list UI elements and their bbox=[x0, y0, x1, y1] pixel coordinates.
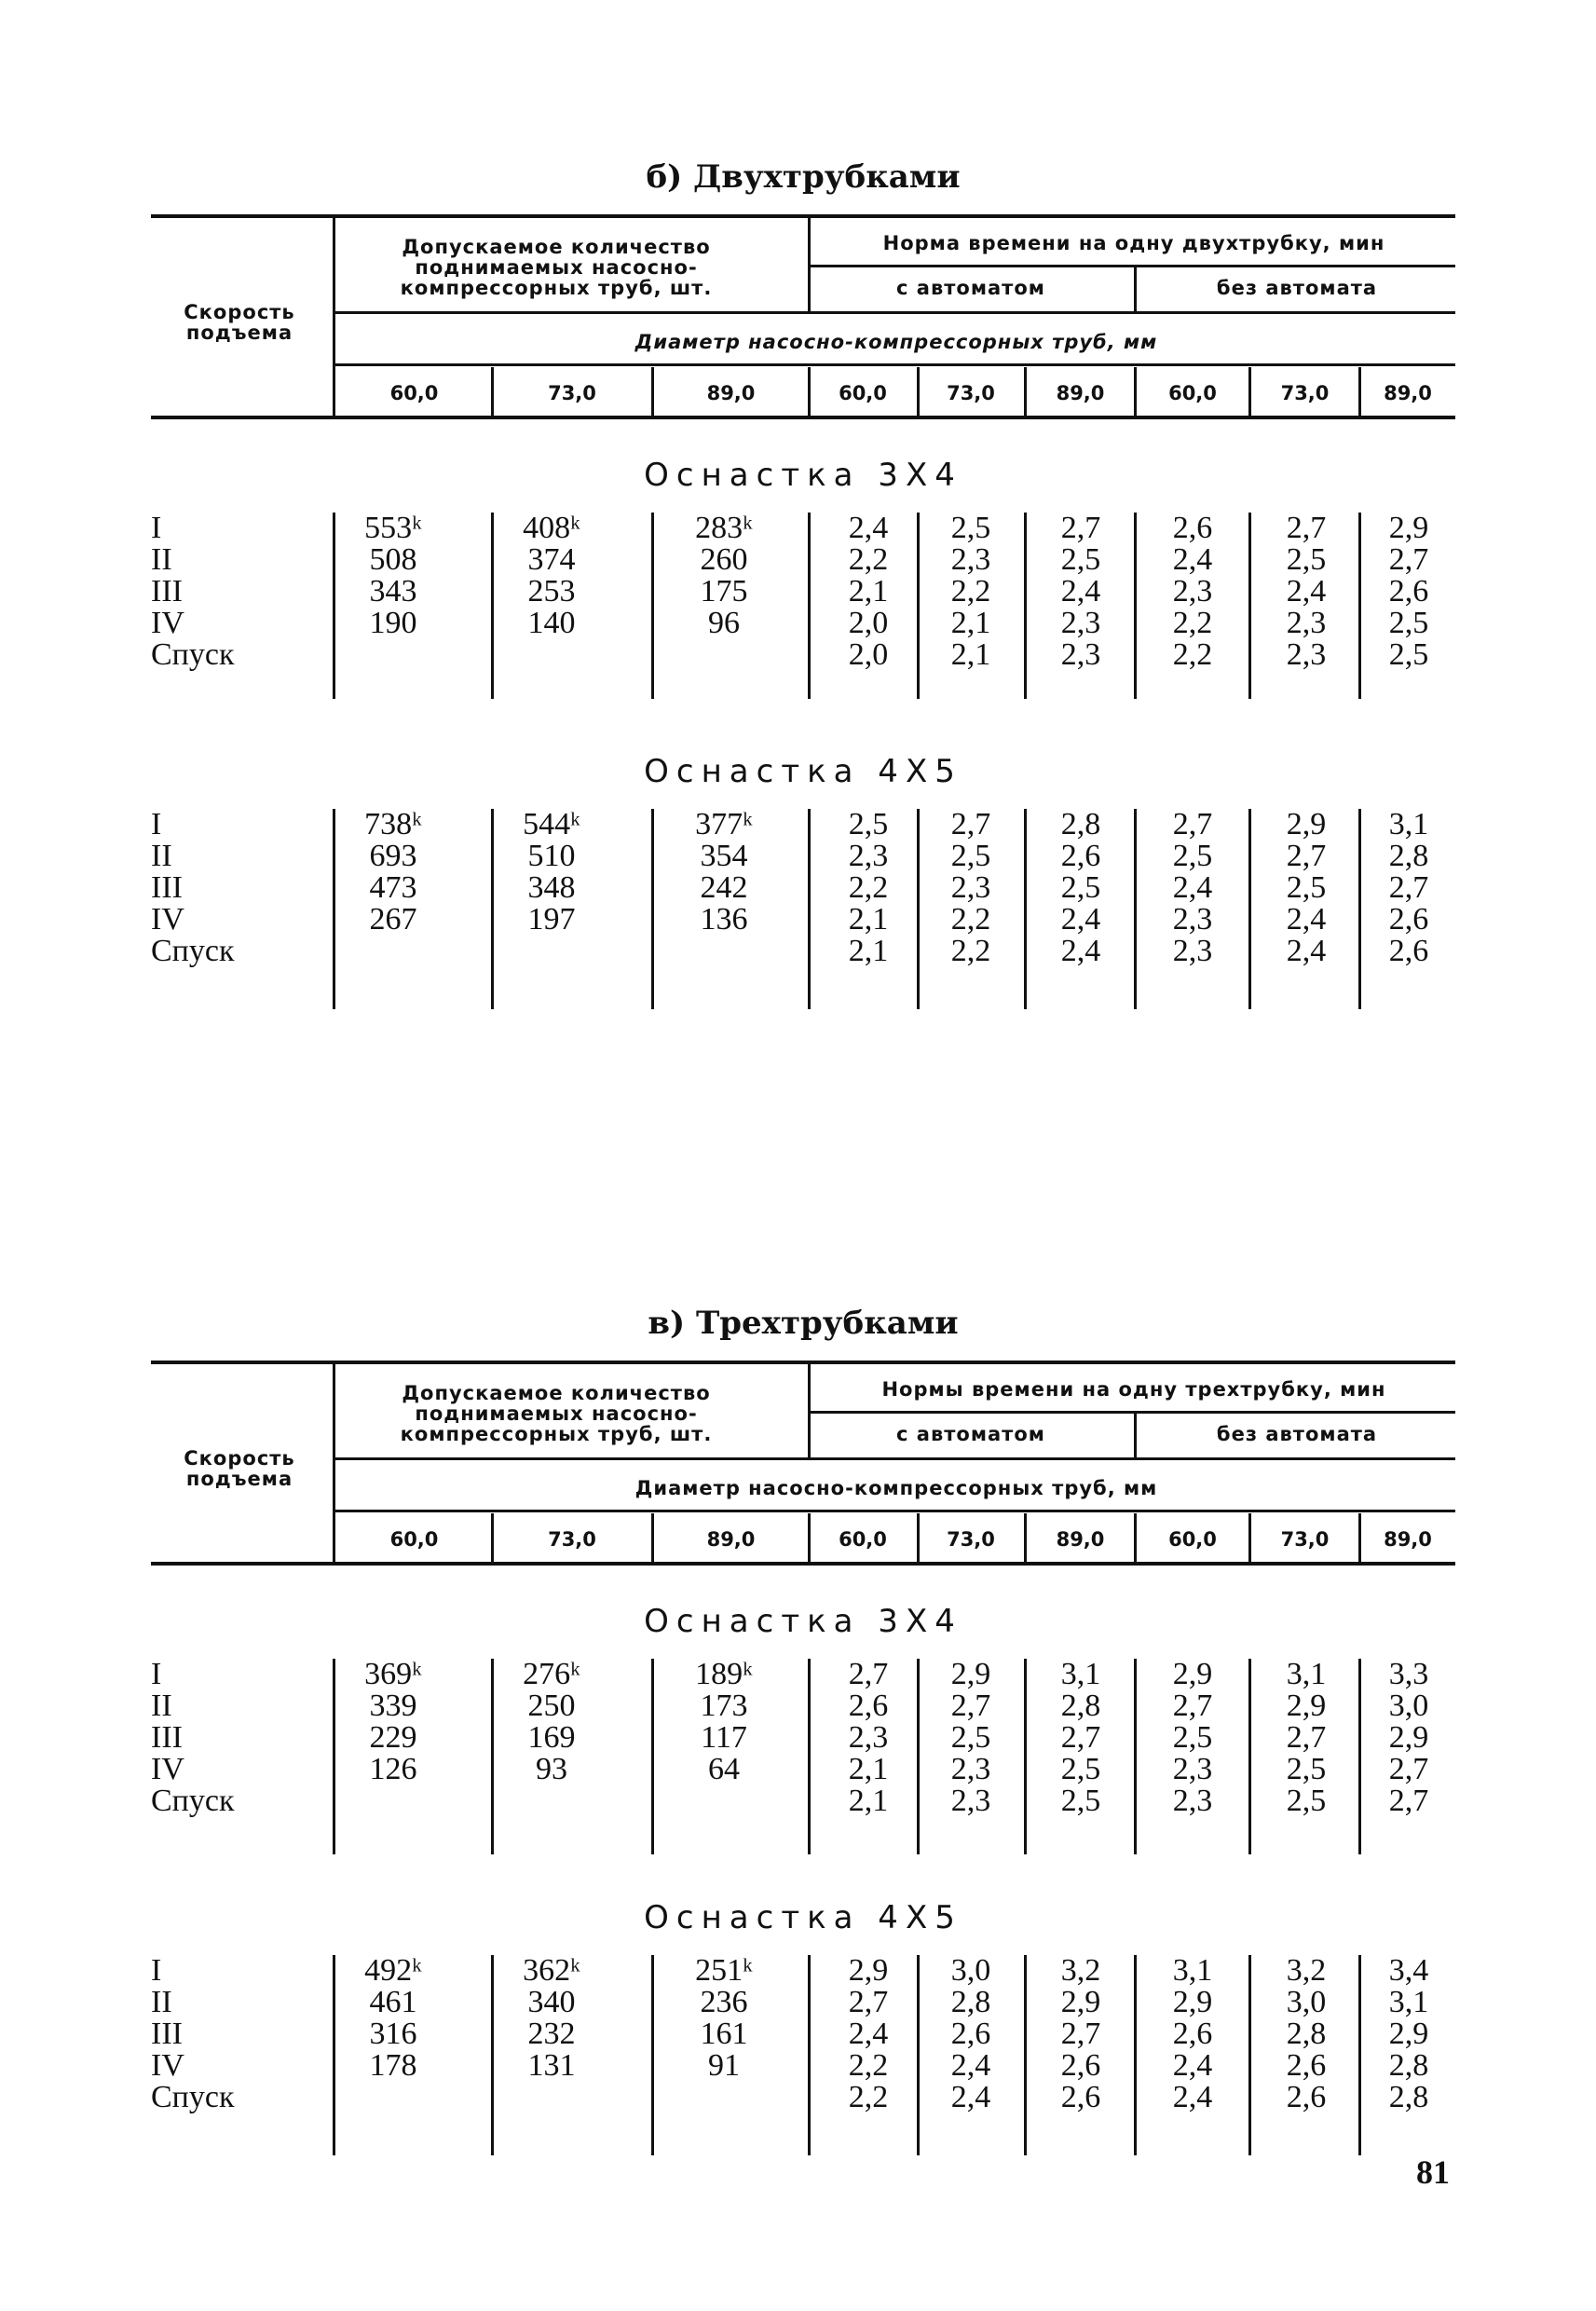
row-label: III bbox=[151, 574, 183, 609]
cell: 2,5 bbox=[1388, 637, 1429, 672]
row-label: II bbox=[151, 1689, 172, 1723]
norm-header: Норма времени на одну двухтрубку, мин bbox=[882, 232, 1385, 254]
cell: 738ᵏ bbox=[364, 807, 422, 841]
section-title: б) Двухтрубками bbox=[646, 158, 961, 196]
row-label: II bbox=[151, 1985, 172, 2019]
cell: 93 bbox=[536, 1752, 567, 1786]
cell: 3,0 bbox=[1286, 1985, 1327, 2019]
diam-1: 73,0 bbox=[548, 1528, 596, 1551]
diam-6: 60,0 bbox=[1168, 1528, 1217, 1551]
cell: 140 bbox=[527, 606, 576, 640]
cell: 2,2 bbox=[1172, 637, 1213, 672]
diam-2: 89,0 bbox=[706, 382, 756, 404]
cell: 2,1 bbox=[848, 1784, 889, 1818]
cell: 253 bbox=[527, 574, 576, 609]
cell: 236 bbox=[700, 1985, 748, 2019]
diam-5: 89,0 bbox=[1056, 382, 1105, 404]
cell: 2,7 bbox=[1388, 870, 1429, 905]
cell: 2,5 bbox=[1172, 1720, 1213, 1755]
cell: 2,6 bbox=[1172, 511, 1213, 545]
diameter-header: Диаметр насосно-компрессорных труб, мм bbox=[634, 1477, 1158, 1499]
cell: 2,9 bbox=[1388, 2017, 1429, 2051]
cell: 2,7 bbox=[1388, 1752, 1429, 1786]
cell: 2,3 bbox=[950, 542, 991, 577]
diam-3: 60,0 bbox=[839, 1528, 887, 1551]
cell: 3,1 bbox=[1388, 807, 1429, 841]
cell: 2,6 bbox=[1286, 2048, 1327, 2083]
cell: 2,3 bbox=[848, 1720, 889, 1755]
cell: 2,3 bbox=[1172, 1784, 1213, 1818]
cell: 2,5 bbox=[1286, 870, 1327, 905]
cell: 2,3 bbox=[1060, 637, 1101, 672]
cell: 242 bbox=[700, 870, 748, 905]
section-title: в) Трехтрубками bbox=[648, 1305, 959, 1342]
cell: 2,4 bbox=[1060, 902, 1101, 937]
row-label: II bbox=[151, 542, 172, 577]
block-title: Оснастка 4Х5 bbox=[644, 1899, 962, 1936]
cell: 461 bbox=[369, 1985, 417, 2019]
cell: 2,4 bbox=[1286, 902, 1327, 937]
cell: 2,5 bbox=[1060, 870, 1101, 905]
cell: 2,2 bbox=[950, 934, 991, 968]
cell: 2,4 bbox=[1172, 2080, 1213, 2114]
cell: 2,7 bbox=[950, 1689, 991, 1723]
cell: 2,8 bbox=[1388, 2048, 1429, 2083]
cell: 2,4 bbox=[1172, 2048, 1213, 2083]
cell: 2,6 bbox=[1060, 2048, 1101, 2083]
cell: 2,3 bbox=[950, 870, 991, 905]
cell: 2,0 bbox=[848, 606, 889, 640]
cell: 260 bbox=[700, 542, 748, 577]
cell: 2,5 bbox=[950, 839, 991, 873]
data-block bbox=[151, 1955, 1455, 2155]
row-label: I bbox=[151, 807, 162, 841]
cell: 178 bbox=[369, 2048, 417, 2083]
cell: 2,9 bbox=[1172, 1657, 1213, 1691]
cell: 2,7 bbox=[1388, 542, 1429, 577]
row-label: Спуск bbox=[151, 2080, 235, 2114]
cell: 2,6 bbox=[1388, 902, 1429, 937]
cell: 2,7 bbox=[1060, 511, 1101, 545]
cell: 2,2 bbox=[848, 2080, 889, 2114]
cell: 2,1 bbox=[848, 934, 889, 968]
row-label: I bbox=[151, 1953, 162, 1988]
cell: 2,4 bbox=[950, 2080, 991, 2114]
diam-8: 89,0 bbox=[1384, 1528, 1432, 1551]
without-auto-header: без автомата bbox=[1216, 1423, 1378, 1445]
cell: 2,5 bbox=[1286, 1784, 1327, 1818]
diam-0: 60,0 bbox=[389, 382, 439, 404]
row-label: I bbox=[151, 1657, 162, 1691]
cell: 2,9 bbox=[1388, 1720, 1429, 1755]
cell: 2,7 bbox=[1286, 839, 1327, 873]
cell: 2,5 bbox=[1388, 606, 1429, 640]
cell: 2,3 bbox=[950, 1784, 991, 1818]
diam-7: 73,0 bbox=[1280, 1528, 1330, 1551]
cell: 2,2 bbox=[950, 574, 991, 609]
row-label: II bbox=[151, 839, 172, 873]
cell: 2,9 bbox=[1388, 511, 1429, 545]
cell: 2,4 bbox=[950, 2048, 991, 2083]
block-title: Оснастка 3Х4 bbox=[644, 457, 962, 494]
cell: 2,7 bbox=[848, 1657, 889, 1691]
cell: 175 bbox=[700, 574, 748, 609]
data-block bbox=[151, 809, 1455, 1009]
cell: 2,6 bbox=[1060, 2080, 1101, 2114]
count-header-3: компрессорных труб, шт. bbox=[400, 1423, 713, 1445]
data-block bbox=[151, 1659, 1455, 1854]
cell: 3,2 bbox=[1060, 1953, 1101, 1988]
cell: 2,5 bbox=[1060, 1784, 1101, 1818]
cell: 2,9 bbox=[950, 1657, 991, 1691]
cell: 3,1 bbox=[1172, 1953, 1213, 1988]
cell: 492ᵏ bbox=[364, 1953, 422, 1988]
row-label: Спуск bbox=[151, 934, 235, 968]
diam-3: 60,0 bbox=[839, 382, 887, 404]
cell: 2,9 bbox=[1060, 1985, 1101, 2019]
cell: 2,4 bbox=[1060, 574, 1101, 609]
cell: 2,2 bbox=[1172, 606, 1213, 640]
row-label: III bbox=[151, 2017, 183, 2051]
cell: 473 bbox=[369, 870, 417, 905]
cell: 2,6 bbox=[950, 2017, 991, 2051]
speed-header-1: Скорость bbox=[184, 1447, 295, 1470]
cell: 96 bbox=[708, 606, 740, 640]
row-label: IV bbox=[151, 606, 184, 640]
cell: 2,4 bbox=[848, 2017, 889, 2051]
cell: 2,1 bbox=[848, 902, 889, 937]
cell: 2,8 bbox=[1286, 2017, 1327, 2051]
diam-4: 73,0 bbox=[947, 382, 995, 404]
page-number: 81 bbox=[1416, 2154, 1450, 2191]
cell: 251ᵏ bbox=[695, 1953, 753, 1988]
cell: 117 bbox=[701, 1720, 747, 1755]
cell: 2,2 bbox=[848, 2048, 889, 2083]
cell: 2,3 bbox=[950, 1752, 991, 1786]
cell: 2,1 bbox=[950, 637, 991, 672]
cell: 2,1 bbox=[848, 1752, 889, 1786]
cell: 2,9 bbox=[848, 1953, 889, 1988]
data-block bbox=[151, 513, 1455, 699]
cell: 3,4 bbox=[1388, 1953, 1429, 1988]
row-label: III bbox=[151, 1720, 183, 1755]
cell: 2,3 bbox=[1172, 1752, 1213, 1786]
cell: 3,1 bbox=[1060, 1657, 1101, 1691]
cell: 553ᵏ bbox=[364, 511, 422, 545]
cell: 3,0 bbox=[1388, 1689, 1429, 1723]
cell: 2,5 bbox=[1286, 542, 1327, 577]
cell: 2,6 bbox=[1172, 2017, 1213, 2051]
speed-header-1: Скорость bbox=[184, 301, 295, 323]
cell: 229 bbox=[369, 1720, 417, 1755]
cell: 2,3 bbox=[1286, 637, 1327, 672]
cell: 2,7 bbox=[950, 807, 991, 841]
count-header-2: поднимаемых насосно- bbox=[415, 256, 698, 279]
cell: 3,1 bbox=[1388, 1985, 1429, 2019]
cell: 340 bbox=[527, 1985, 576, 2019]
cell: 2,6 bbox=[848, 1689, 889, 1723]
cell: 2,3 bbox=[1286, 606, 1327, 640]
diam-6: 60,0 bbox=[1168, 382, 1217, 404]
diam-1: 73,0 bbox=[548, 382, 596, 404]
cell: 2,9 bbox=[1286, 807, 1327, 841]
cell: 91 bbox=[708, 2048, 740, 2083]
without-auto-header: без автомата bbox=[1216, 277, 1378, 299]
cell: 3,2 bbox=[1286, 1953, 1327, 1988]
cell: 2,4 bbox=[1286, 574, 1327, 609]
cell: 2,7 bbox=[848, 1985, 889, 2019]
cell: 544ᵏ bbox=[523, 807, 580, 841]
cell: 131 bbox=[527, 2048, 576, 2083]
diam-2: 89,0 bbox=[706, 1528, 756, 1551]
cell: 173 bbox=[700, 1689, 748, 1723]
row-label: IV bbox=[151, 902, 184, 937]
cell: 2,4 bbox=[848, 511, 889, 545]
block-title: Оснастка 4Х5 bbox=[644, 753, 962, 790]
cell: 408ᵏ bbox=[523, 511, 580, 545]
diam-5: 89,0 bbox=[1056, 1528, 1105, 1551]
cell: 354 bbox=[700, 839, 748, 873]
speed-header-2: подъема bbox=[185, 321, 293, 344]
cell: 2,5 bbox=[950, 511, 991, 545]
cell: 190 bbox=[369, 606, 417, 640]
cell: 377ᵏ bbox=[695, 807, 753, 841]
cell: 136 bbox=[700, 902, 748, 937]
cell: 3,0 bbox=[950, 1953, 991, 1988]
cell: 267 bbox=[369, 902, 417, 937]
cell: 2,4 bbox=[1172, 870, 1213, 905]
cell: 362ᵏ bbox=[523, 1953, 580, 1988]
cell: 2,9 bbox=[1172, 1985, 1213, 2019]
diam-7: 73,0 bbox=[1280, 382, 1330, 404]
cell: 197 bbox=[527, 902, 576, 937]
cell: 2,3 bbox=[1172, 902, 1213, 937]
cell: 2,5 bbox=[1286, 1752, 1327, 1786]
cell: 2,3 bbox=[1172, 574, 1213, 609]
cell: 2,6 bbox=[1388, 574, 1429, 609]
cell: 2,3 bbox=[1172, 934, 1213, 968]
norm-header: Нормы времени на одну трехтрубку, мин bbox=[881, 1378, 1386, 1401]
cell: 2,9 bbox=[1286, 1689, 1327, 1723]
cell: 3,3 bbox=[1388, 1657, 1429, 1691]
cell: 2,3 bbox=[1060, 606, 1101, 640]
row-label: IV bbox=[151, 1752, 184, 1786]
cell: 693 bbox=[369, 839, 417, 873]
cell: 126 bbox=[369, 1752, 417, 1786]
cell: 510 bbox=[527, 839, 576, 873]
row-label: I bbox=[151, 511, 162, 545]
diam-0: 60,0 bbox=[389, 1528, 439, 1551]
cell: 283ᵏ bbox=[695, 511, 753, 545]
cell: 3,1 bbox=[1286, 1657, 1327, 1691]
cell: 2,7 bbox=[1172, 1689, 1213, 1723]
with-auto-header: с автоматом bbox=[896, 277, 1045, 299]
cell: 2,4 bbox=[1286, 934, 1327, 968]
cell: 232 bbox=[527, 2017, 576, 2051]
cell: 2,7 bbox=[1060, 1720, 1101, 1755]
diam-8: 89,0 bbox=[1384, 382, 1432, 404]
diameter-header: Диаметр насосно-компрессорных труб, мм bbox=[634, 331, 1158, 353]
cell: 316 bbox=[369, 2017, 417, 2051]
count-header-1: Допускаемое количество bbox=[402, 1382, 711, 1404]
cell: 2,7 bbox=[1388, 1784, 1429, 1818]
cell: 2,6 bbox=[1286, 2080, 1327, 2114]
cell: 2,1 bbox=[950, 606, 991, 640]
row-label: Спуск bbox=[151, 637, 235, 672]
count-header-1: Допускаемое количество bbox=[402, 236, 711, 258]
cell: 2,7 bbox=[1172, 807, 1213, 841]
row-label: Спуск bbox=[151, 1784, 235, 1818]
cell: 2,4 bbox=[1172, 542, 1213, 577]
cell: 2,3 bbox=[848, 839, 889, 873]
count-header-2: поднимаемых насосно- bbox=[415, 1402, 698, 1425]
cell: 2,7 bbox=[1286, 1720, 1327, 1755]
count-header-3: компрессорных труб, шт. bbox=[400, 277, 713, 299]
cell: 2,6 bbox=[1060, 839, 1101, 873]
cell: 2,0 bbox=[848, 637, 889, 672]
cell: 250 bbox=[527, 1689, 576, 1723]
cell: 2,7 bbox=[1286, 511, 1327, 545]
cell: 508 bbox=[369, 542, 417, 577]
table-header bbox=[151, 214, 1455, 419]
cell: 161 bbox=[700, 2017, 748, 2051]
cell: 2,5 bbox=[1172, 839, 1213, 873]
cell: 2,6 bbox=[1388, 934, 1429, 968]
cell: 369ᵏ bbox=[364, 1657, 422, 1691]
cell: 2,5 bbox=[950, 1720, 991, 1755]
cell: 343 bbox=[369, 574, 417, 609]
cell: 2,2 bbox=[848, 870, 889, 905]
cell: 339 bbox=[369, 1689, 417, 1723]
row-label: IV bbox=[151, 2048, 184, 2083]
with-auto-header: с автоматом bbox=[896, 1423, 1045, 1445]
cell: 2,8 bbox=[1388, 839, 1429, 873]
cell: 2,8 bbox=[1060, 1689, 1101, 1723]
cell: 2,5 bbox=[848, 807, 889, 841]
cell: 2,2 bbox=[848, 542, 889, 577]
speed-header-2: подъема bbox=[185, 1468, 293, 1490]
cell: 374 bbox=[527, 542, 576, 577]
cell: 2,5 bbox=[1060, 542, 1101, 577]
cell: 2,5 bbox=[1060, 1752, 1101, 1786]
cell: 64 bbox=[708, 1752, 740, 1786]
cell: 2,1 bbox=[848, 574, 889, 609]
cell: 2,8 bbox=[950, 1985, 991, 2019]
cell: 2,8 bbox=[1060, 807, 1101, 841]
row-label: III bbox=[151, 870, 183, 905]
cell: 2,7 bbox=[1060, 2017, 1101, 2051]
cell: 2,8 bbox=[1388, 2080, 1429, 2114]
cell: 189ᵏ bbox=[695, 1657, 753, 1691]
diam-4: 73,0 bbox=[947, 1528, 995, 1551]
cell: 348 bbox=[527, 870, 576, 905]
cell: 2,4 bbox=[1060, 934, 1101, 968]
cell: 169 bbox=[527, 1720, 576, 1755]
block-title: Оснастка 3Х4 bbox=[644, 1603, 962, 1640]
table-header bbox=[151, 1361, 1455, 1566]
cell: 276ᵏ bbox=[523, 1657, 580, 1691]
cell: 2,2 bbox=[950, 902, 991, 937]
